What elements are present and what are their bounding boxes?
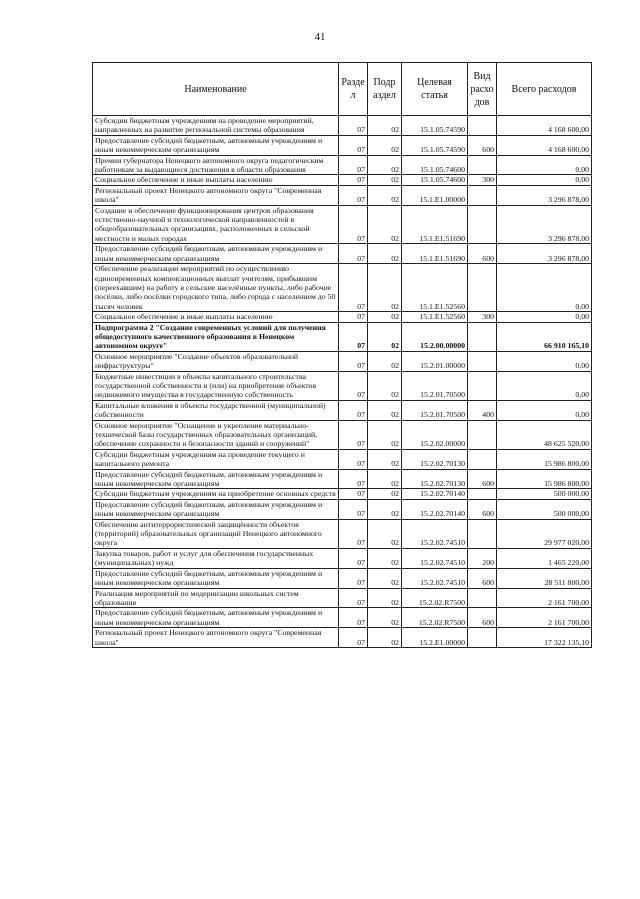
cell-subsection: 02 — [368, 116, 402, 136]
cell-name: Предоставление субсидий бюджетным, автономным учреждениям и иным некоммерческим организациям — [93, 135, 339, 155]
cell-section: 07 — [339, 175, 368, 185]
cell-subsection: 02 — [368, 499, 402, 519]
cell-name: Субсидии бюджетным учреждениям на проведение мероприятий, направленных на развитие региональной системы образования — [93, 116, 339, 136]
cell-total: 0,00 — [497, 371, 592, 400]
cell-expense-type: 300 — [468, 175, 497, 185]
cell-total: 28 511 800,00 — [497, 568, 592, 588]
cell-subsection: 02 — [368, 568, 402, 588]
cell-section: 07 — [339, 420, 368, 449]
cell-name: Создание и обеспечение функционирования центров образования естественно-научной и технологической направленностей в общеобразовательных организациях, расположенных в сельской местности и малых городах — [93, 205, 339, 244]
cell-expense-type — [468, 351, 497, 371]
cell-subsection: 02 — [368, 322, 402, 351]
cell-name: Обеспечение антитеррористической защищённости объектов (территорий) образовательных организаций Ненецкого автономного округа — [93, 519, 339, 548]
header-total-label: Всего расходов — [511, 83, 577, 95]
cell-target: 15.2.02.70130 — [402, 449, 468, 469]
table-row — [93, 155, 592, 175]
cell-name: Социальное обеспечение и иные выплаты населению — [93, 312, 339, 322]
cell-target: 15.1.E1.00000 — [402, 185, 468, 205]
cell-target: 15.2.02.74510 — [402, 568, 468, 588]
cell-section: 07 — [339, 628, 368, 648]
cell-subsection: 02 — [368, 588, 402, 608]
cell-total: 15 986 800,00 — [497, 449, 592, 469]
cell-name: Обеспечение реализации мероприятий по осуществлению единовременных компенсационных выплат учителям, прибывшим (переехавшим) на работу в сельские населённые пункты, либо рабочие посёлки, либо посёлки городского типа, либо города с населением до 50 тысяч человек — [93, 264, 339, 312]
cell-expense-type — [468, 322, 497, 351]
cell-section: 07 — [339, 264, 368, 312]
cell-section: 07 — [339, 568, 368, 588]
table-row — [93, 588, 592, 608]
table-row — [93, 264, 592, 312]
cell-target: 15.1.E1.52560 — [402, 312, 468, 322]
cell-name: Закупка товаров, работ и услуг для обеспечения государственных (муниципальных) нужд — [93, 548, 339, 568]
cell-name: Реализация мероприятий по модернизации школьных систем образования — [93, 588, 339, 608]
cell-subsection: 02 — [368, 155, 402, 175]
cell-total: 48 625 520,00 — [497, 420, 592, 449]
cell-total: 500 000,00 — [497, 489, 592, 499]
cell-target: 15.2.00.00000 — [402, 322, 468, 351]
cell-target: 15.1.05.74590 — [402, 116, 468, 136]
cell-target: 15.1.05.74590 — [402, 135, 468, 155]
cell-target: 15.2.02.00000 — [402, 420, 468, 449]
cell-target: 15.2.01.00000 — [402, 351, 468, 371]
cell-expense-type — [468, 371, 497, 400]
cell-subsection: 02 — [368, 351, 402, 371]
cell-name: Региональный проект Ненецкого автономного округа "Современная школа" — [93, 185, 339, 205]
cell-total: 0,00 — [497, 400, 592, 420]
cell-subsection: 02 — [368, 400, 402, 420]
cell-subsection: 02 — [368, 489, 402, 499]
cell-expense-type — [468, 519, 497, 548]
cell-expense-type: 300 — [468, 312, 497, 322]
cell-section: 07 — [339, 519, 368, 548]
cell-subsection: 02 — [368, 244, 402, 264]
header-section — [339, 63, 368, 116]
cell-subsection: 02 — [368, 175, 402, 185]
cell-name: Предоставление субсидий бюджетным, автономным учреждениям и иным некоммерческим организациям — [93, 499, 339, 519]
cell-section: 07 — [339, 449, 368, 469]
cell-target: 15.1.E1.51690 — [402, 244, 468, 264]
cell-expense-type: 600 — [468, 469, 497, 489]
cell-section: 07 — [339, 322, 368, 351]
table-row — [93, 185, 592, 205]
cell-total: 2 161 700,00 — [497, 608, 592, 628]
table-row — [93, 351, 592, 371]
budget-table — [92, 62, 592, 648]
table-row — [93, 244, 592, 264]
table-row — [93, 400, 592, 420]
cell-expense-type — [468, 628, 497, 648]
cell-target: 15.2.02.R7500 — [402, 608, 468, 628]
header-name-label: Наименование — [184, 83, 247, 95]
cell-name: Предоставление субсидий бюджетным, автономным учреждениям и иным некоммерческим организациям — [93, 469, 339, 489]
table-row — [93, 175, 592, 185]
cell-target: 15.1.05.74600 — [402, 155, 468, 175]
cell-subsection: 02 — [368, 264, 402, 312]
cell-name: Бюджетные инвестиции в объекты капитального строительства государственной собственности и (или) на приобретение объектов недвижимого имущества в государственную собственность — [93, 371, 339, 400]
header-name — [93, 63, 339, 116]
cell-section: 07 — [339, 351, 368, 371]
cell-expense-type: 600 — [468, 568, 497, 588]
table-row — [93, 499, 592, 519]
table-row — [93, 371, 592, 400]
cell-section: 07 — [339, 135, 368, 155]
cell-name: Субсидии бюджетным учреждениям на проведение текущего и капитального ремонта — [93, 449, 339, 469]
cell-target: 15.2.01.70500 — [402, 400, 468, 420]
cell-expense-type: 400 — [468, 400, 497, 420]
cell-section: 07 — [339, 548, 368, 568]
cell-target: 15.2.02.74510 — [402, 519, 468, 548]
cell-total: 0,00 — [497, 264, 592, 312]
cell-total: 2 161 700,00 — [497, 588, 592, 608]
cell-target: 15.1.E1.52560 — [402, 264, 468, 312]
cell-expense-type — [468, 489, 497, 499]
header-section-label: Разде л — [341, 77, 365, 101]
cell-total: 0,00 — [497, 155, 592, 175]
cell-name: Предоставление субсидий бюджетным, автономным учреждениям и иным некоммерческим организациям — [93, 608, 339, 628]
cell-total: 3 296 878,00 — [497, 244, 592, 264]
cell-section: 07 — [339, 371, 368, 400]
cell-target: 15.2.E1.00000 — [402, 628, 468, 648]
cell-subsection: 02 — [368, 449, 402, 469]
cell-expense-type — [468, 155, 497, 175]
cell-section: 07 — [339, 116, 368, 136]
cell-subsection: 02 — [368, 420, 402, 449]
header-expense-type-label: Вид расхо дов — [470, 70, 494, 108]
cell-subsection: 02 — [368, 548, 402, 568]
cell-target: 15.2.02.70140 — [402, 489, 468, 499]
table-row — [93, 628, 592, 648]
cell-expense-type — [468, 185, 497, 205]
cell-subsection: 02 — [368, 608, 402, 628]
cell-name: Подпрограмма 2 "Создание современных условий для получения общедоступного качественного образования в Ненецком автономном округе" — [93, 322, 339, 351]
cell-target: 15.2.02.74510 — [402, 548, 468, 568]
table-header-row — [93, 63, 592, 116]
cell-total: 17 322 135,10 — [497, 628, 592, 648]
cell-subsection: 02 — [368, 519, 402, 548]
cell-subsection: 02 — [368, 135, 402, 155]
cell-expense-type — [468, 116, 497, 136]
cell-expense-type: 600 — [468, 499, 497, 519]
cell-total: 15 986 800,00 — [497, 469, 592, 489]
cell-section: 07 — [339, 608, 368, 628]
table-row — [93, 205, 592, 244]
cell-name: Премии губернатора Ненецкого автономного округа педагогическим работникам за выдающиеся достижения в области образования — [93, 155, 339, 175]
cell-expense-type: 600 — [468, 135, 497, 155]
cell-name: Субсидии бюджетным учреждениям на приобретение основных средств — [93, 489, 339, 499]
cell-expense-type — [468, 588, 497, 608]
cell-subsection: 02 — [368, 185, 402, 205]
table-row — [93, 568, 592, 588]
cell-section: 07 — [339, 469, 368, 489]
table-row — [93, 519, 592, 548]
cell-name: Основное мероприятие "Оснащение и укрепление материально-технической базы государственных образовательных организаций, обеспечение сохранности и безопасности зданий и сооружений" — [93, 420, 339, 449]
cell-name: Основное мероприятие "Создание объектов образовательной инфраструктуры" — [93, 351, 339, 371]
cell-subsection: 02 — [368, 371, 402, 400]
page-number: 41 — [314, 31, 326, 43]
table-row — [93, 449, 592, 469]
header-target — [402, 63, 468, 116]
cell-name: Капитальные вложения в объекты государственной (муниципальной) собственности — [93, 400, 339, 420]
cell-section: 07 — [339, 244, 368, 264]
cell-target: 15.1.E1.51690 — [402, 205, 468, 244]
cell-total: 1 465 220,00 — [497, 548, 592, 568]
cell-target: 15.2.02.70140 — [402, 499, 468, 519]
cell-subsection: 02 — [368, 312, 402, 322]
cell-subsection: 02 — [368, 469, 402, 489]
cell-expense-type: 200 — [468, 548, 497, 568]
cell-name: Предоставление субсидий бюджетным, автономным учреждениям и иным некоммерческим организациям — [93, 244, 339, 264]
table-row — [93, 322, 592, 351]
table-row — [93, 469, 592, 489]
table-row — [93, 116, 592, 136]
header-target-label: Целевая статья — [417, 77, 452, 101]
header-expense-type — [468, 63, 497, 116]
cell-expense-type — [468, 264, 497, 312]
cell-total: 66 910 165,10 — [497, 322, 592, 351]
cell-section: 07 — [339, 155, 368, 175]
cell-section: 07 — [339, 499, 368, 519]
cell-total: 0,00 — [497, 175, 592, 185]
cell-target: 15.2.02.R7500 — [402, 588, 468, 608]
table-row — [93, 420, 592, 449]
header-total — [497, 63, 592, 116]
cell-target: 15.2.01.70500 — [402, 371, 468, 400]
cell-subsection: 02 — [368, 205, 402, 244]
table-row — [93, 135, 592, 155]
cell-expense-type — [468, 449, 497, 469]
cell-target: 15.1.05.74600 — [402, 175, 468, 185]
cell-expense-type — [468, 420, 497, 449]
cell-total: 0,00 — [497, 351, 592, 371]
header-subsection — [368, 63, 402, 116]
cell-expense-type: 600 — [468, 244, 497, 264]
cell-total: 3 296 878,00 — [497, 185, 592, 205]
cell-section: 07 — [339, 205, 368, 244]
cell-section: 07 — [339, 312, 368, 322]
cell-total: 3 296 878,00 — [497, 205, 592, 244]
cell-section: 07 — [339, 185, 368, 205]
cell-total: 4 168 600,00 — [497, 116, 592, 136]
cell-name: Социальное обеспечение и иные выплаты населению — [93, 175, 339, 185]
cell-expense-type: 600 — [468, 608, 497, 628]
cell-total: 29 977 020,00 — [497, 519, 592, 548]
cell-total: 500 000,00 — [497, 499, 592, 519]
cell-target: 15.2.02.70130 — [402, 469, 468, 489]
cell-total: 4 168 600,00 — [497, 135, 592, 155]
cell-section: 07 — [339, 400, 368, 420]
cell-subsection: 02 — [368, 628, 402, 648]
cell-section: 07 — [339, 588, 368, 608]
cell-expense-type — [468, 205, 497, 244]
table-row — [93, 608, 592, 628]
table-row — [93, 548, 592, 568]
cell-total: 0,00 — [497, 312, 592, 322]
cell-name: Предоставление субсидий бюджетным, автономным учреждениям и иным некоммерческим организациям — [93, 568, 339, 588]
header-subsection-label: Подр аздел — [373, 77, 396, 101]
table-row — [93, 489, 592, 499]
cell-section: 07 — [339, 489, 368, 499]
cell-name: Региональный проект Ненецкого автономного округа "Современная школа" — [93, 628, 339, 648]
table-row — [93, 312, 592, 322]
